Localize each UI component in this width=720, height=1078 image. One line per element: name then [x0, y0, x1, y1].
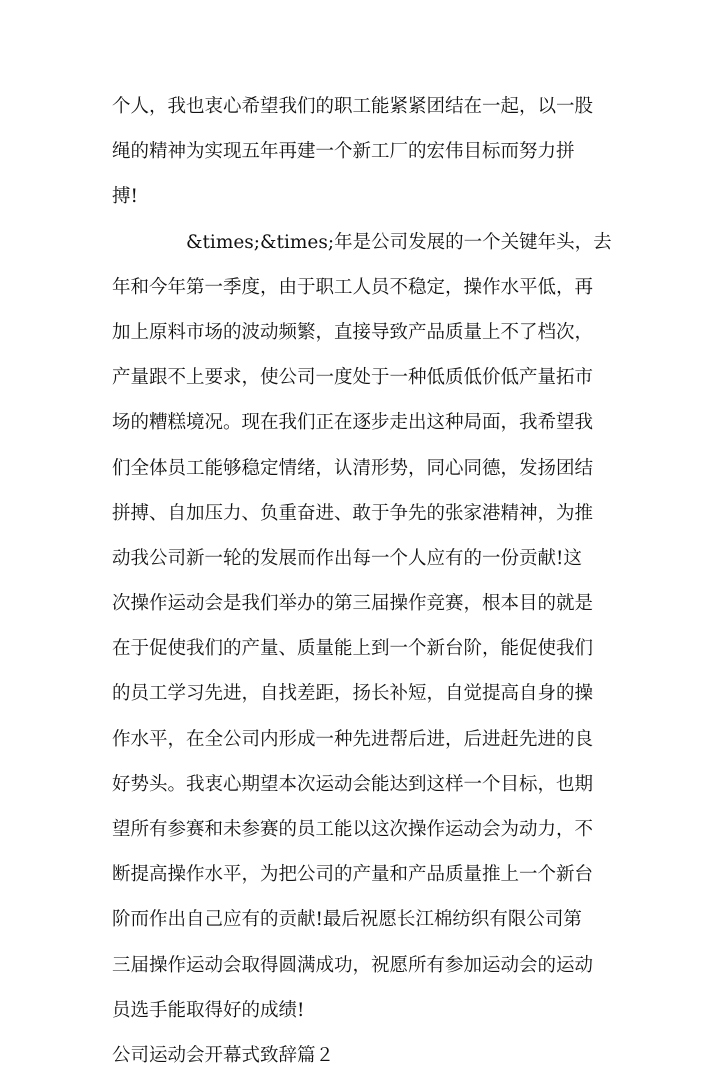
- text-line: 搏!: [112, 186, 138, 208]
- text-line: 阶而作出自己应有的贡献!最后祝愿长江棉纺织有限公司第: [112, 909, 582, 931]
- text-line: 在于促使我们的产量、质量能上到一个新台阶，能促使我们: [112, 638, 594, 660]
- text-line: 个人，我也衷心希望我们的职工能紧紧团结在一起，以一股: [112, 96, 594, 117]
- section-heading: 公司运动会开幕式致辞篇２: [112, 1044, 335, 1066]
- text-line: 绳的精神为实现五年再建一个新工厂的宏伟目标而努力拼: [112, 141, 575, 163]
- text-line: 产量跟不上要求，使公司一度处于一种低质低价低产量拓市: [112, 367, 594, 389]
- text-line: 好势头。我衷心期望本次运动会能达到这样一个目标，也期: [112, 773, 594, 795]
- text-line: 动我公司新一轮的发展而作出每一个人应有的一份贡献!这: [112, 547, 582, 569]
- text-line: 员选手能取得好的成绩!: [112, 999, 305, 1021]
- text-line: 望所有参赛和未参赛的员工能以这次操作运动会为动力，不: [112, 819, 594, 840]
- paragraph-2: [112, 220, 622, 1033]
- text-line: 场的糟糕境况。现在我们正在逐步走出这种局面，我希望我: [112, 412, 594, 434]
- text-line: 拼搏、自加压力、负重奋进、敢于争先的张家港精神，为推: [112, 502, 594, 524]
- text-line: 作水平，在全公司内形成一种先进帮后进，后进赶先进的良: [112, 728, 594, 750]
- text-line: 们全体员工能够稳定情绪，认清形势，同心同德，发扬团结: [112, 457, 594, 479]
- text-line: 的员工学习先进，自找差距，扬长补短，自觉提高自身的操: [112, 683, 594, 705]
- text-line: 次操作运动会是我们举办的第三届操作竞赛，根本目的就是: [112, 593, 594, 615]
- text-line: &times;&times;年是公司发展的一个关键年头，去: [186, 231, 612, 253]
- text-line: 三届操作运动会取得圆满成功，祝愿所有参加运动会的运动: [112, 954, 594, 976]
- text-line: 断提高操作水平，为把公司的产量和产品质量推上一个新台: [112, 864, 594, 886]
- paragraph-1: [112, 84, 622, 220]
- text-line: 年和今年第一季度，由于职工人员不稳定，操作水平低，再: [112, 276, 594, 298]
- text-line: 加上原料市场的波动频繁，直接导致产品质量上不了档次，: [112, 321, 594, 343]
- document-body: [112, 84, 622, 1078]
